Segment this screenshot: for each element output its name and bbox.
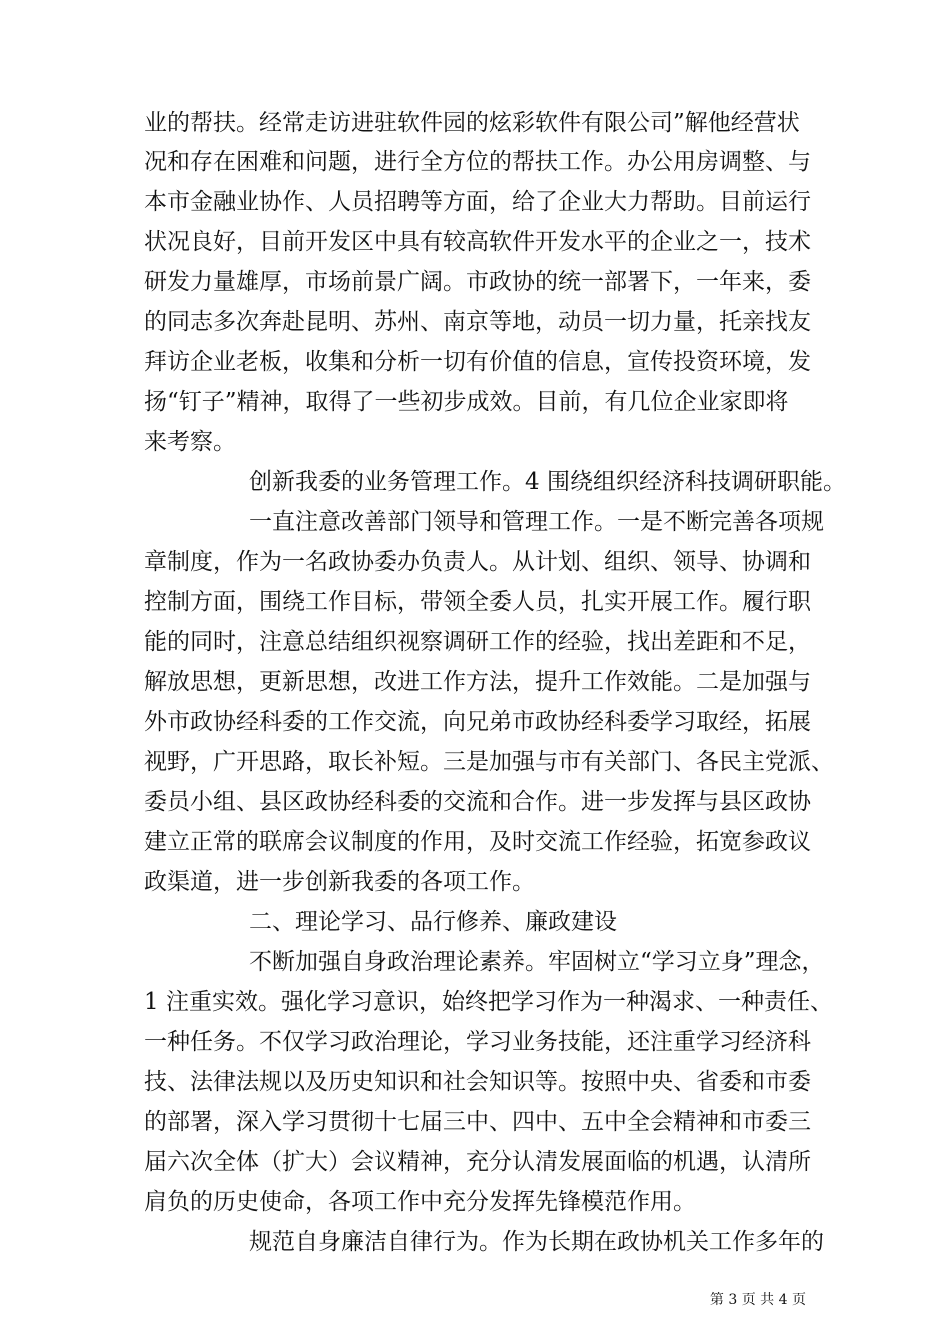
page-number: 第 3 页 共 4 页 [709, 1292, 806, 1308]
text-line: 技、法律法规以及历史知识和社会知识等。按照中央、省委和市委 [144, 1069, 811, 1095]
text-line: 拜访企业老板，收集和分析一切有价值的信息，宣传投资环境，发 [144, 349, 811, 375]
text-line: 的部署，深入学习贯彻十七届三中、四中、五中全会精神和市委三 [144, 1109, 811, 1135]
text-line: 解放思想，更新思想，改进工作方法，提升工作效能。二是加强与 [144, 669, 811, 695]
text-line: 控制方面，围绕工作目标，带领全委人员，扎实开展工作。履行职 [144, 589, 811, 615]
text-line: 的同志多次奔赴昆明、苏州、南京等地，动员一切力量，托亲找友 [144, 309, 811, 335]
text-line: 二、理论学习、品行修养、廉政建设 [249, 909, 617, 935]
text-line: 1 注重实效。强化学习意识，始终把学习作为一种渴求、一种责任、 [144, 989, 833, 1015]
text-line: 况和存在困难和问题，进行全方位的帮扶工作。办公用房调整、与 [144, 149, 811, 175]
text-line: 建立正常的联席会议制度的作用，及时交流工作经验，拓宽参政议 [144, 829, 811, 855]
text-line: 章制度，作为一名政协委办负责人。从计划、组织、领导、协调和 [144, 549, 811, 575]
text-line: 研发力量雄厚，市场前景广阔。市政协的统一部署下，一年来，委 [144, 269, 811, 295]
page-number-footer [0, 1288, 950, 1312]
text-line: 来考察。 [144, 429, 236, 455]
text-line: 肩负的历史使命，各项工作中充分发挥先锋模范作用。 [144, 1189, 696, 1215]
text-line: 外市政协经科委的工作交流，向兄弟市政协经科委学习取经，拓展 [144, 709, 811, 735]
text-line: 创新我委的业务管理工作。4 围绕组织经济科技调研职能。 [249, 469, 846, 495]
text-line: 规范自身廉洁自律行为。作为长期在政协机关工作多年的 [249, 1229, 824, 1255]
text-line: 状况良好，目前开发区中具有较高软件开发水平的企业之一，技术 [144, 229, 811, 255]
text-line: 届六次全体（扩大）会议精神，充分认清发展面临的机遇，认清所 [144, 1149, 811, 1175]
text-line: 业的帮扶。经常走访进驻软件园的炫彩软件有限公司”解他经营状 [144, 110, 800, 136]
text-line: 不断加强自身政治理论素养。牢固树立“学习立身”理念， [249, 949, 825, 975]
text-line: 政渠道，进一步创新我委的各项工作。 [144, 869, 535, 895]
text-line: 能的同时，注意总结组织视察调研工作的经验，找出差距和不足， [144, 629, 811, 655]
text-line: 视野，广开思路，取长补短。三是加强与市有关部门、各民主党派、 [144, 749, 834, 775]
text-line: 扬“钉子”精神，取得了一些初步成效。目前，有几位企业家即将 [144, 389, 789, 415]
text-line: 一直注意改善部门领导和管理工作。一是不断完善各项规 [249, 509, 824, 535]
text-line: 委员小组、县区政协经科委的交流和合作。进一步发挥与县区政协 [144, 789, 811, 815]
text-line: 一种任务。不仅学习政治理论，学习业务技能，还注重学习经济科 [144, 1029, 811, 1055]
text-line: 本市金融业协作、人员招聘等方面，给了企业大力帮助。目前运行 [144, 189, 811, 215]
